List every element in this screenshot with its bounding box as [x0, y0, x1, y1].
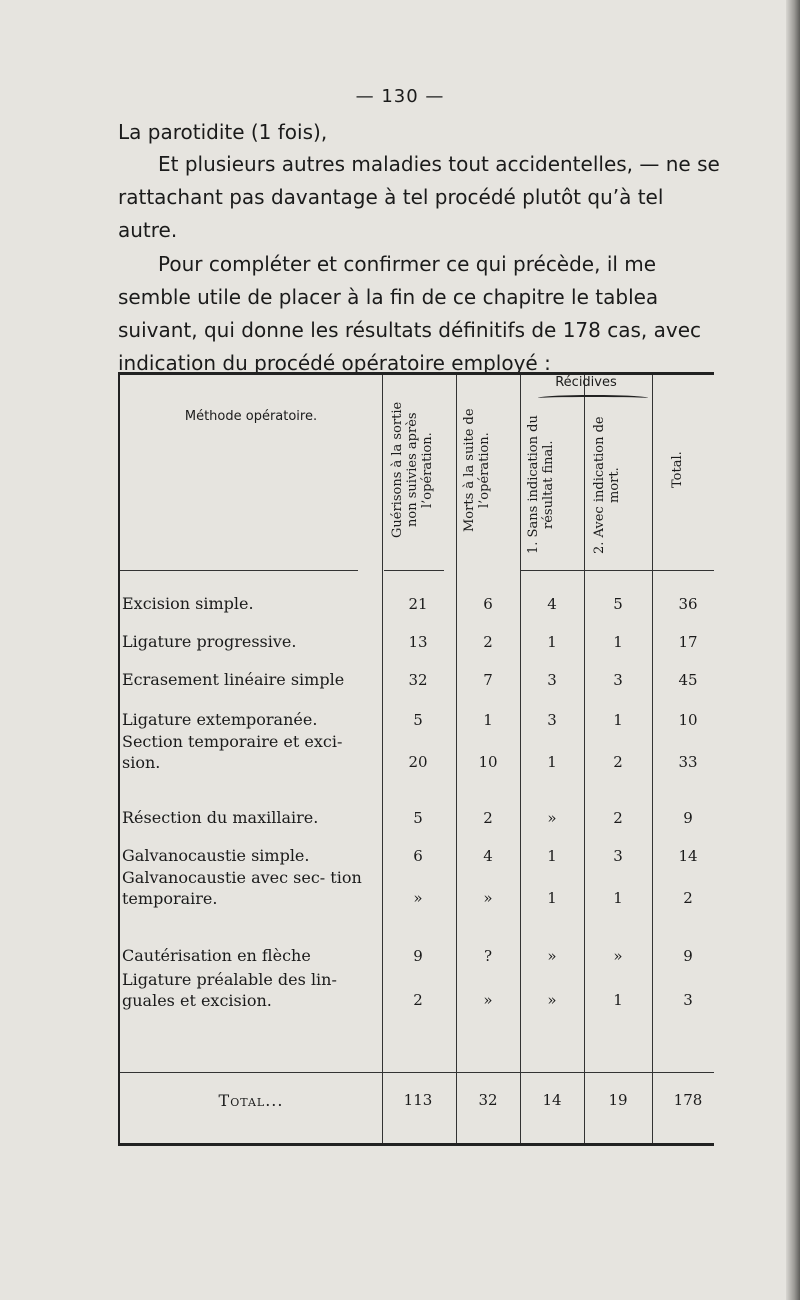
cell-avec: 1 — [613, 633, 623, 651]
paragraph-2-text: Et plusieurs autres maladies tout accidentelles, — ne se rattachant pas davantage à tel procédé plutôt qu’à tel autre. — [118, 152, 720, 242]
cell-morts: » — [483, 889, 493, 907]
total-sans: 14 — [542, 1091, 562, 1109]
total-label: Total... — [218, 1091, 284, 1110]
total-rule — [120, 1072, 714, 1073]
cell-morts: » — [483, 991, 493, 1009]
cell-morts: 1 — [483, 711, 493, 729]
paragraph-3-text: Pour compléter et confirmer ce qui précède, il me semble utile de placer à la fin de ce chapitre le tablea suivant, qui donne les résultats définitifs de 178 cas, avec indication du procédé opératoire employé : — [118, 252, 702, 375]
total-gueris: 113 — [403, 1091, 433, 1109]
total-morts: 32 — [478, 1091, 498, 1109]
cell-avec: 5 — [613, 595, 623, 613]
cell-morts: 4 — [483, 847, 493, 865]
page-number: — 130 — — [355, 86, 445, 107]
cell-gueris: 13 — [408, 633, 428, 651]
row-label: Section temporaire et exci- sion. — [122, 732, 343, 772]
header-total: Total. — [670, 451, 685, 489]
cell-sans: 1 — [547, 889, 557, 907]
col-divider — [584, 375, 585, 1143]
cell-avec: 3 — [613, 847, 623, 865]
recidives-brace — [538, 395, 648, 401]
cell-avec: 1 — [613, 711, 623, 729]
cell-morts: ? — [483, 947, 493, 965]
header-gueris: Guérisons à la sortie non suivies après l’opération. — [390, 401, 435, 539]
cell-morts: 2 — [483, 809, 493, 827]
cell-total: 45 — [678, 671, 698, 689]
col-divider — [652, 375, 653, 1143]
row-label: Ligature préalable des lin- guales et excision. — [122, 970, 337, 1010]
cell-gueris: 21 — [408, 595, 428, 613]
cell-sans: 1 — [547, 753, 557, 771]
cell-sans: 1 — [547, 847, 557, 865]
cell-morts: 10 — [478, 753, 498, 771]
header-rule — [520, 570, 714, 571]
row-label: Résection du maxillaire. — [122, 808, 319, 827]
cell-total: 17 — [678, 633, 698, 651]
cell-gueris: 2 — [413, 991, 423, 1009]
cell-total: 33 — [678, 753, 698, 771]
row-label: Galvanocaustie avec sec- tion temporaire. — [122, 868, 362, 908]
cell-morts: 7 — [483, 671, 493, 689]
col-divider — [382, 375, 383, 1143]
row-label: Galvanocaustie simple. — [122, 846, 310, 865]
cell-gueris: 6 — [413, 847, 423, 865]
total-avec: 19 — [608, 1091, 628, 1109]
paragraph-2 — [118, 148, 724, 247]
paragraph-1 — [118, 116, 724, 149]
cell-total: 2 — [683, 889, 693, 907]
cell-sans: 3 — [547, 671, 557, 689]
cell-gueris: 5 — [413, 711, 423, 729]
cell-gueris: 9 — [413, 947, 423, 965]
page-edge-shadow — [786, 0, 800, 1300]
cell-morts: 6 — [483, 595, 493, 613]
cell-sans: » — [547, 947, 557, 965]
cell-sans: 1 — [547, 633, 557, 651]
cell-gueris: 5 — [413, 809, 423, 827]
cell-morts: 2 — [483, 633, 493, 651]
total-total: 178 — [673, 1091, 703, 1109]
cell-avec: 1 — [613, 991, 623, 1009]
row-label: Ligature extemporanée. — [122, 710, 318, 729]
cell-avec: » — [613, 947, 623, 965]
cell-sans: » — [547, 809, 557, 827]
cell-sans: 3 — [547, 711, 557, 729]
header-rule — [120, 570, 358, 571]
header-recidives: Récidives — [555, 375, 617, 390]
paragraph-1-text: La parotidite (1 fois), — [118, 120, 328, 144]
col-divider — [456, 375, 457, 1143]
row-label: Cautérisation en flèche — [122, 946, 311, 965]
cell-sans: » — [547, 991, 557, 1009]
row-label: Ligature progressive. — [122, 632, 297, 651]
header-method: Méthode opératoire. — [184, 409, 318, 424]
header-rule — [384, 570, 444, 571]
cell-avec: 1 — [613, 889, 623, 907]
header-morts: Morts à la suite de l’opération. — [462, 408, 492, 532]
results-table — [118, 372, 714, 1146]
cell-avec: 2 — [613, 809, 623, 827]
paragraph-3 — [118, 248, 724, 380]
row-label: Ecrasement linéaire simple — [122, 670, 345, 689]
cell-gueris: 32 — [408, 671, 428, 689]
cell-total: 10 — [678, 711, 698, 729]
cell-avec: 3 — [613, 671, 623, 689]
cell-gueris: 20 — [408, 753, 428, 771]
cell-avec: 2 — [613, 753, 623, 771]
row-label: Excision simple. — [122, 594, 254, 613]
cell-total: 36 — [678, 595, 698, 613]
header-avec-indication: 2. Avec indication de mort. — [592, 416, 622, 554]
cell-total: 14 — [678, 847, 698, 865]
cell-total: 3 — [683, 991, 693, 1009]
cell-total: 9 — [683, 809, 693, 827]
cell-sans: 4 — [547, 595, 557, 613]
col-divider — [520, 375, 521, 1143]
cell-total: 9 — [683, 947, 693, 965]
cell-gueris: » — [413, 889, 423, 907]
header-sans-indication: 1. Sans indication du résultat final. — [526, 415, 556, 555]
